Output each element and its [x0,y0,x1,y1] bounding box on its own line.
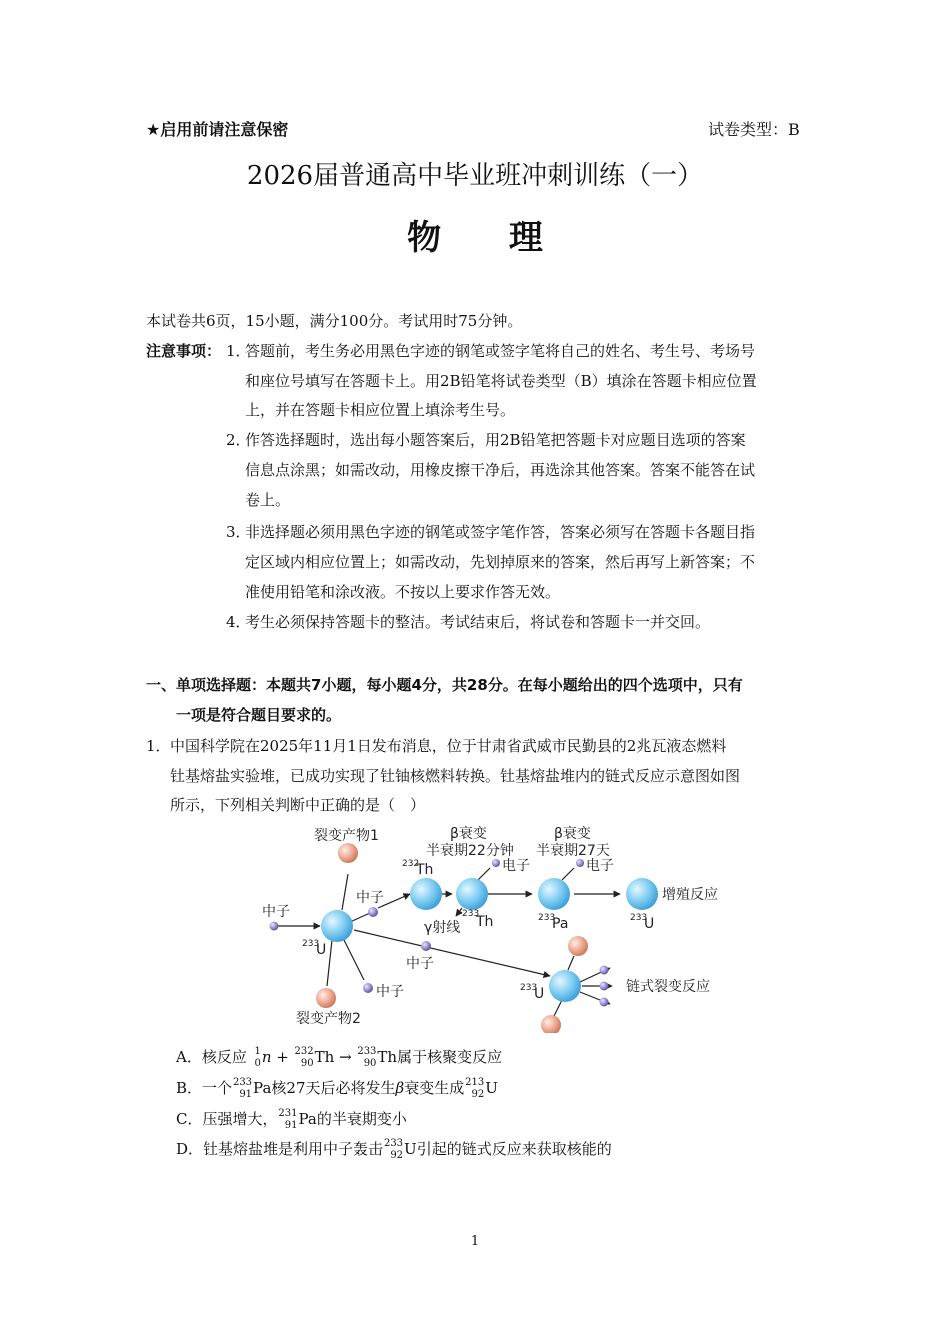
u233-mass-number: 233 [630,913,648,923]
element-symbol: U [404,1140,417,1158]
note-number: 4． [226,613,251,631]
plus-sign: + [271,1048,294,1066]
electron-line-2 [562,868,574,880]
option-a[interactable] [176,1046,502,1069]
page-number: 1 [470,1234,480,1249]
beta-decay-label: β衰变 [554,826,591,842]
subject-title: 物 理 [407,218,571,258]
fission-product-1-label: 裂变产物1 [314,828,379,844]
note-line: 信息点涂黑；如需改动，用橡皮擦干净后，再选涂其他答案。答案不能答在试 [245,461,756,479]
element-symbol: Th [377,1048,398,1066]
option-text: 的半衰期变小 [316,1110,407,1128]
u233-nucleus [321,910,353,942]
fission-product-2-label: 裂变产物2 [296,1011,361,1027]
note-line: 考生必须保持答题卡的整洁。考试结束后，将试卷和答题卡一并交回。 [245,613,711,631]
th233-mass-number: 233 [462,909,480,919]
chain-neutron [600,998,609,1007]
option-text: 核27天后必将发生 [271,1079,396,1097]
breeding-reaction-label: 增殖反应 [662,887,718,903]
note-number: 3． [226,523,251,541]
confidential-notice: ★启用前请注意保密 [146,120,289,139]
neutron-label: 中子 [406,956,434,972]
note-line: 答题前，考生务必用黑色字迹的钢笔或签字笔将自己的姓名、考生号、考场号 [245,342,756,360]
fission-product-2-line [327,940,332,986]
neutron-label: 中子 [356,890,384,906]
electron-label: 电子 [586,858,614,874]
option-text: 衰变生成 [404,1079,465,1097]
note-number: 2． [226,431,251,449]
question-text: 钍基熔盐实验堆，已成功实现了钍铀核燃料转换。钍基熔盐堆内的链式反应示意图如图 [170,767,741,785]
neutron-to-u233-arrow [354,930,550,976]
note-line: 和座位号填写在答题卡上。用2B铅笔将试卷类型（B）填涂在答题卡相应位置 [245,372,757,390]
fission-product-1 [338,843,358,863]
option-label: B． [176,1079,203,1097]
electron-label: 电子 [502,858,530,874]
neutron [363,983,373,993]
chain-product-bottom [541,1015,561,1033]
option-label: C． [176,1110,203,1128]
chain-product-top [568,936,588,956]
isotope-notation: 231 91 [278,1108,298,1131]
u233-mass-number: 233 [302,939,320,949]
notes-label: 注意事项： [146,342,222,360]
beta-symbol: β [395,1079,405,1097]
isotope-notation: 233 90 [357,1046,377,1069]
neutron [421,941,431,951]
element-symbol: Pa [298,1110,317,1128]
electron-line-1 [478,868,490,880]
option-c[interactable] [176,1108,407,1131]
isotope-notation: 232 90 [294,1046,314,1069]
option-label: D． [176,1140,204,1158]
neutron-symbol: n [261,1048,272,1066]
gamma-label: γ射线 [424,920,461,936]
option-text: 压强增大， [202,1110,278,1128]
chain-reaction-diagram [250,818,750,1033]
question-text: 中国科学院在2025年11月1日发布消息，位于甘肃省武威市民勤县的2兆瓦液态燃料 [170,737,727,755]
note-number: 1． [226,342,251,360]
option-label: A． [176,1048,202,1066]
u-symbol: U [534,986,545,1002]
isotope-notation: 1 0 [254,1046,261,1069]
chain-u233-nucleus [549,970,581,1002]
note-line: 作答选择题时，选出每小题答案后，用2B铅笔把答题卡对应题目选项的答案 [245,431,746,449]
beta-decay-label: β衰变 [450,826,487,842]
chain-product-line-bottom [554,1000,562,1016]
question-number: 1． [146,737,171,755]
pa233-mass-number: 233 [538,913,556,923]
paper-type: 试卷类型：B [708,120,800,139]
th-symbol: Th [416,862,434,878]
neutron-line [350,913,370,922]
neutron [368,907,378,917]
th232-nucleus [410,878,442,910]
pa-symbol: Pa [552,916,569,932]
th232-mass-number: 232 [402,859,420,869]
option-text: 属于核聚变反应 [397,1048,503,1066]
electron-1 [492,859,500,867]
incoming-neutron [270,922,279,931]
isotope-notation: 233 91 [232,1077,253,1100]
question-text: 所示，下列相关判断中正确的是（ ） [170,796,426,814]
option-text: 一个 [202,1079,233,1097]
note-line: 准使用铅笔和涂改液。不按以上要求作答无效。 [245,583,561,601]
note-line: 定区域内相应位置上；如需改动，先划掉原来的答案，然后再写上新答案；不 [245,553,756,571]
u-symbol: U [316,942,327,958]
element-symbol: Th [314,1048,335,1066]
fission-product-2 [316,988,336,1008]
chain-neutron [600,966,609,975]
section-heading-cont: 一项是符合题目要求的。 [176,706,342,724]
chain-fission-label: 链式裂变反应 [626,979,710,995]
note-line: 卷上。 [245,491,291,509]
exam-intro: 本试卷共6页，15小题，满分100分。考试用时75分钟。 [146,312,523,330]
fission-product-1-line [342,874,348,910]
section-heading: 一、单项选择题：本题共7小题，每小题4分，共28分。在每小题给出的四个选项中，只有 [146,676,743,694]
half-life-label: 半衰期27天 [536,843,610,859]
th233-nucleus [456,878,488,910]
isotope-notation: 213 92 [465,1077,485,1100]
element-symbol: Pa [253,1079,272,1097]
th-symbol: Th [476,914,494,930]
option-text: 引起的链式反应来获取核能的 [416,1140,612,1158]
chain-neutron [600,982,609,991]
option-text: 钍基熔盐堆是利用中子轰击 [203,1140,384,1158]
isotope-notation: 233 92 [383,1138,404,1161]
u233-product-nucleus [626,878,658,910]
reaction-arrow: → [334,1048,357,1066]
option-b[interactable] [176,1077,498,1100]
u233-mass-number: 233 [520,983,538,993]
electron-2 [576,859,584,867]
exam-title: 2026届普通高中毕业班冲刺训练（一） [246,161,704,191]
note-line: 上，并在答题卡相应位置上填涂考生号。 [245,401,516,419]
neutron-label: 中子 [376,984,404,1000]
u-symbol: U [644,916,655,932]
element-symbol: U [485,1079,498,1097]
neutron-line-2 [344,940,364,980]
option-d[interactable] [176,1138,612,1161]
neutron-label: 中子 [262,904,290,920]
option-text: 核反应 [201,1048,247,1066]
pa233-nucleus [538,878,570,910]
chain-product-line-top [568,956,574,970]
half-life-label: 半衰期22分钟 [426,843,514,859]
note-line: 非选择题必须用黑色字迹的钢笔或签字笔作答，答案必须写在答题卡各题目指 [245,523,756,541]
